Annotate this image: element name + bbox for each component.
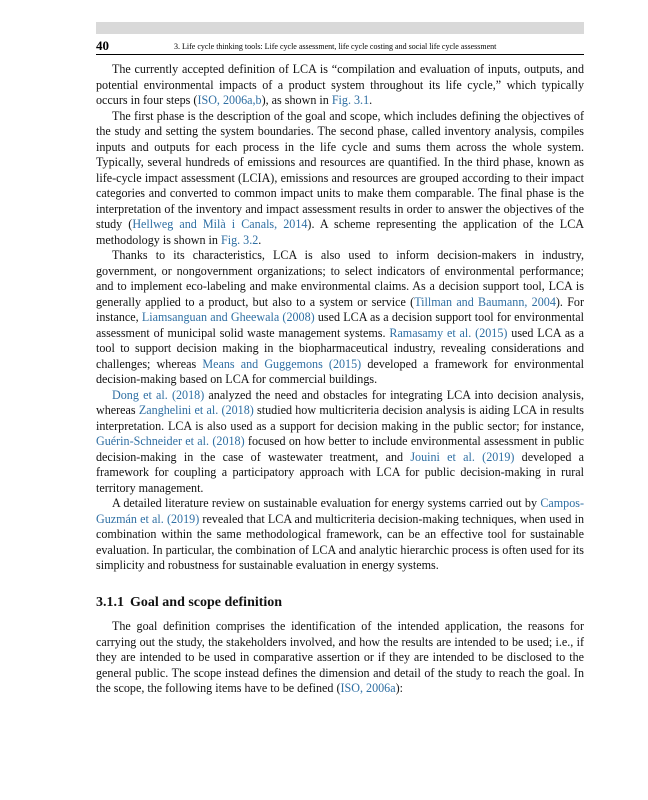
figure-link[interactable]: Fig. 3.1	[331, 93, 370, 107]
citation-link[interactable]: ISO, 2006a	[340, 681, 396, 695]
citation-link[interactable]: Hellweg and Milà i Canals, 2014	[132, 217, 308, 231]
paragraph-goal-definition: The goal definition comprises the identification of the intended application, the reasons for carrying out the study, the stakeholders involved, and how the results are intended to be used; i.e., if they are intended to be used in comparative assertion or if they are intended to be disclosed to the general public. The scope instead defines the dimension and detail of the study to reach the goal. In the scope, the following items have to be defined (ISO, 2006a):	[96, 619, 584, 695]
page-header	[96, 38, 584, 55]
citation-link[interactable]: Guérin-Schneider et al. (2018)	[96, 434, 245, 448]
citation-link[interactable]: Dong et al. (2018)	[112, 387, 205, 402]
paragraph-literature-review: A detailed literature review on sustainable evaluation for energy systems carried out by Campos-Guzmán et al. (2019) revealed that LCA and multicriteria decision-making techniques, when used in combination within the same methodological framework, can be an effective tool for sustainable evaluation. In particular, the combination of LCA and analytic hierarchic process is often used for its simplicity and robustness for sustainable evaluation in energy systems.	[96, 496, 584, 572]
page-body	[96, 62, 584, 697]
citation-link[interactable]: Tillman and Baumann, 2004	[414, 294, 556, 309]
running-title: 3. Life cycle thinking tools: Life cycle assessment, life cycle costing and social life cycle assessment	[174, 42, 497, 51]
citation-link[interactable]: Jouini et al. (2019)	[410, 449, 515, 464]
paragraph-lca-definition: The currently accepted definition of LCA is “compilation and evaluation of inputs, outputs, and potential environmental impacts of a product system throughout its life cycle,” which typically occurs in four steps (ISO, 2006a,b), as shown in Fig. 3.1.	[96, 62, 584, 107]
top-gray-bar	[96, 22, 584, 34]
paragraph-lca-phases: The first phase is the description of the goal and scope, which includes defining the objectives of the study and setting the system boundaries. The second phase, called inventory analysis, compiles inputs and outputs for each process in the life cycle and sums them across the whole system. Typically, several hundreds of emissions and resources are quantified. In the third phase, known as life-cycle impact assessment (LCIA), emissions and resources are grouped according to their impact categories and converted to common impact units to make them comparable. The final phase is the interpretation of the inventory and impact assessment results in order to answer the objectives of the study (Hellweg and Milà i Canals, 2014). A scheme representing the application of the LCA methodology is shown in Fig. 3.2.	[96, 108, 584, 247]
citation-link[interactable]: Liamsanguan and Gheewala (2008)	[141, 310, 315, 324]
figure-link[interactable]: Fig. 3.2	[220, 232, 259, 247]
section-number: 3.1.1	[96, 594, 124, 610]
citation-link[interactable]: Means and Guggemons (2015)	[202, 356, 362, 371]
section-title: Goal and scope definition	[130, 594, 283, 610]
citation-link[interactable]: Ramasamy et al. (2015)	[389, 325, 508, 340]
page-number: 40	[96, 38, 109, 53]
citation-link[interactable]: Zanghelini et al. (2018)	[138, 403, 254, 417]
citation-link[interactable]: Campos-Guzmán et al. (2019)	[96, 496, 584, 526]
citation-link[interactable]: ISO, 2006a,b	[197, 93, 262, 107]
section-heading	[96, 595, 584, 611]
paragraph-public-sector: Dong et al. (2018) analyzed the need and obstacles for integrating LCA into decision analysis, whereas Zanghelini et al. (2018) studied how multicriteria decision analysis is aiding LCA in results interpretation. LCA is also used as a support for decision making in the public sector; for instance, Guérin-Schneider et al. (2018) focused on how better to include environmental assessment in public decision-making in the case of wastewater treatment, and Jouini et al. (2019) developed a framework for coupling a participatory approach with LCA for public decision-making in rural territory management.	[96, 387, 585, 495]
paragraph-decision-support: Thanks to its characteristics, LCA is also used to inform decision-makers in industry, government, or nongovernment organizations; to select indicators of environmental performance; and to implement eco-labeling and make environmental claims. As a decision support tool, LCA is generally applied to a product, but also to a system or service (Tillman and Baumann, 2004). For instance, Liamsanguan and Gheewala (2008) used LCA as a decision support tool for environmental assessment of municipal solid waste management systems. Ramasamy et al. (2015) used LCA as a tool to support decision making in the biopharmaceutical industry, revealing considerations and challenges; whereas Means and Guggemons (2015) developed a framework for environmental decision-making based on LCA for commercial buildings.	[96, 248, 584, 386]
